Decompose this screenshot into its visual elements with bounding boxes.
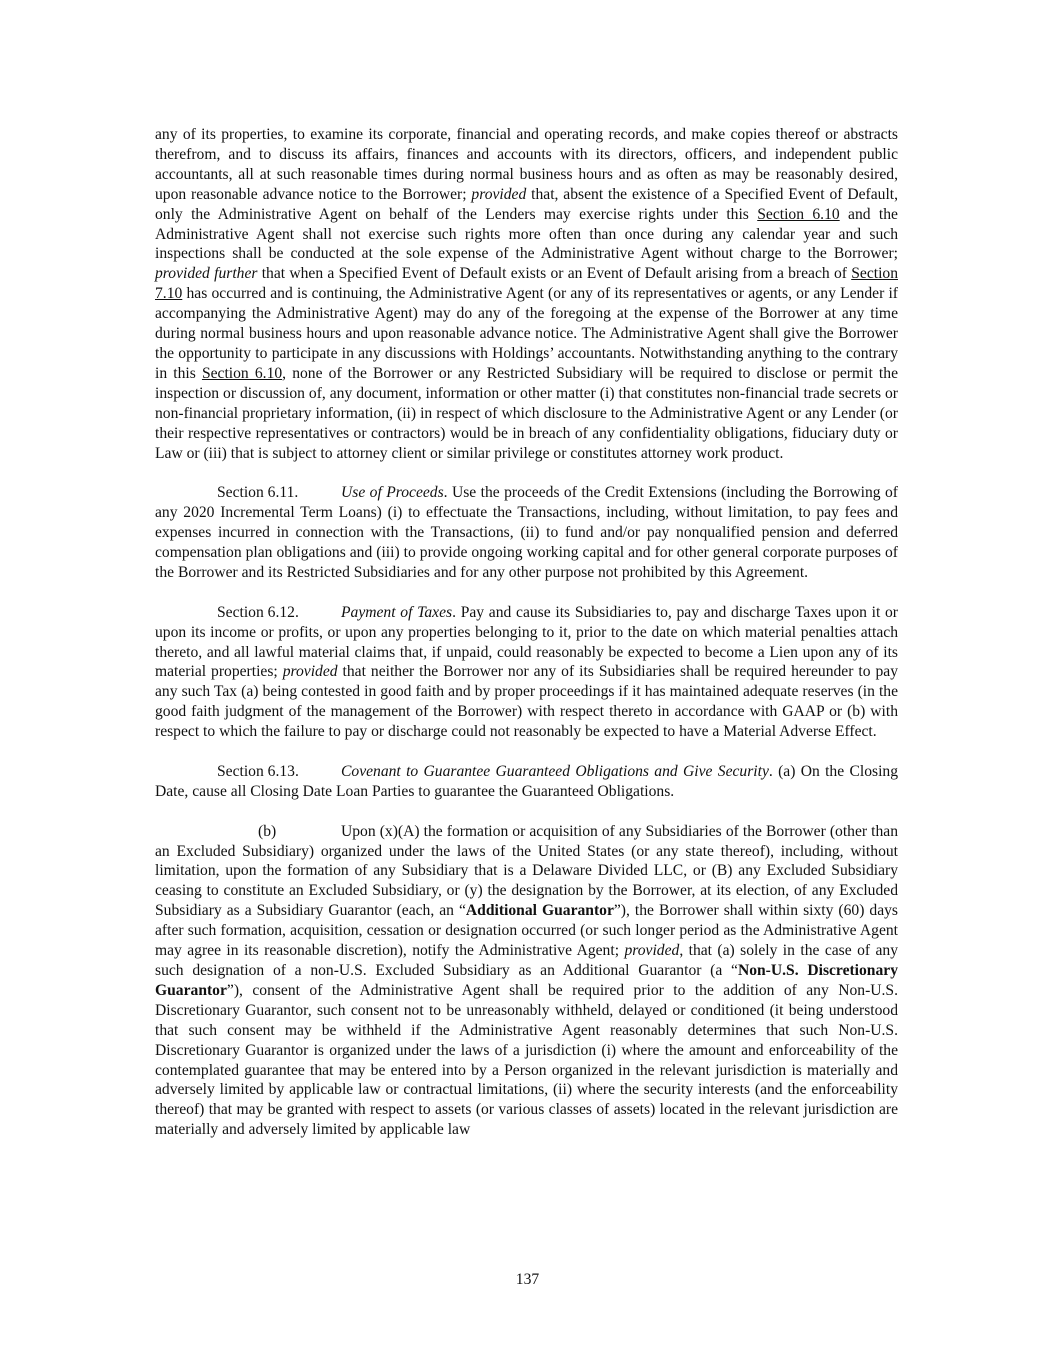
section-body: . Pay and cause its Subsidiaries to, pay and discharge Taxes upon it or upon its income or profits, or upon any properties belonging to it, prior to the date on which material penalties attach thereto, and all lawful material claims that, if unpaid, could reasonably be expected to become a Lien upon any of its material properties; [155,603,899,681]
section-body: . Use the proceeds of the Credit Extensions (including the Borrowing of any 2020 Incremental Term Loans) (i) to effectuate the Transactions, including, without limitation, to pay fees and expenses incurred in connection with the Transactions, (ii) to fund and/or pay nonqualified pension and deferred compensation plan obligations and (iii) to provide ongoing working capital and for other general corporate purposes of the Borrower and its Restricted Subsidiaries and for any other purpose not prohibited by this Agreement. [155,484,898,581]
section-number: Section 6.13. [217,762,299,780]
section-body: that neither the Borrower nor any of its Subsidiaries shall be required hereunder to pay any such Tax (a) being contested in good faith and by proper proceedings if it has maintained adequate reserves (in the good faith judgment of the management of the Borrower) with respect thereto in accordance with GAAP or (b) with respect to which the failure to pay or discharge could not reasonably be expected to have a Material Adverse Effect. [155,663,898,741]
text-run: ”), consent of the Administrative Agent shall be required prior to the addition of any Non-U.S. Discretionary Guarantor, such consent not to be unreasonably withheld, delayed or conditioned (it being understood that such consent may be withheld if the Administrative Agent reasonably determines that such Non-U.S. Discretionary Guarantor is organized under the laws of a jurisdiction (i) where the amount and enforceability of the contemplated guarantee that may be entered into by a Person organized in the relevant jurisdiction is materially and adversely limited by applicable law or contractual limitations, (ii) where the security interests (and the enforceability thereof) that may be granted with respect to assets (or various classes of assets) located in the relevant jurisdiction are materially and adversely limited by applicable law [155,981,898,1139]
text-run: , that (a) solely in the case of any such designation of a non-U.S. Excluded Subsidiary as an Additional Guarantor (a “ [155,942,898,979]
clause-label: (b) [258,822,277,840]
page-number: 137 [515,1271,540,1288]
document-page [155,125,898,1160]
section-reference: Section 6.10 [201,364,283,382]
section-number: Section 6.12. [217,603,299,621]
provided-further-term: provided further [155,265,258,283]
section-reference: Section 7.10 [155,265,898,303]
defined-term: Non-U.S. Discretionary Guarantor [155,962,898,999]
text-run: Upon (x)(A) the formation or acquisition of any Subsidiaries of the Borrower (other than an Excluded Subsidiary) organized under the laws of the United States (or any state thereof), including, without limitation, upon the formation of any Subsidiary that is a Delaware Divided LLC, or (B) any Excluded Subsidiary ceasing to constitute an Excluded Subsidiary, or (y) the designation by the Borrower, at its election, of any Excluded Subsidiary as a Subsidiary Guarantor (each, an “ [155,822,898,920]
text-run: and the Administrative Agent shall not exercise such rights more often than once during any calendar year and such inspections shall be conducted at the sole expense of the Administrative Agent without charge to the Borrower; [155,205,898,263]
provided-term: provided [471,185,527,203]
section-reference: Section 6.10 [757,205,840,223]
section-6-12 [155,603,898,742]
section-6-13 [155,762,898,802]
section-title: Covenant to Guarantee Guaranteed Obligations and Give Security [341,762,769,780]
section-title: Use of Proceeds [341,484,444,502]
text-run: that, absent the existence of a Specified Event of Default, only the Administrative Agent on behalf of the Lenders may exercise rights under this [155,185,899,223]
section-title: Payment of Taxes [341,603,453,621]
defined-term: Additional Guarantor [465,902,614,920]
text-run: that when a Specified Event of Default exists or an Event of Default arising from a breach of [257,265,852,283]
text-run: has occurred and is continuing, the Administrative Agent (or any of its representatives or agents, or any Lender if accompanying the Administrative Agent) may do any of the foregoing at the expense of the Borrower at any time during normal business hours and upon reasonable advance notice. The Administrative Agent shall give the Borrower the opportunity to participate in any discussions with Holdings’ accountants. Notwithstanding anything to the contrary in this [155,285,898,382]
section-6-11 [155,483,898,583]
section-6-13-b [155,822,898,1141]
section-6-10-continuation [155,125,898,463]
text-run: ”), the Borrower shall within sixty (60) days after such formation, acquisition, cessation or designation occurred (or such longer period as the Administrative Agent may agree in its reasonable discretion), notify the Administrative Agent; [155,902,898,960]
provided-term: provided [282,663,338,681]
section-number: Section 6.11. [217,484,299,502]
text-run: , none of the Borrower or any Restricted Subsidiary will be required to disclose or permit the inspection or discussion of, any document, information or other matter (i) that constitutes non-financial trade secrets or non-financial proprietary information, (ii) in respect of which disclosure to the Administrative Agent or any Lender (or their respective representatives or contractors) would be in breach of any confidentiality obligations, fiduciary duty or Law or (iii) that is subject to attorney client or similar privilege or constitutes attorney work product. [155,364,898,462]
provided-term: provided [624,942,680,960]
text-run: any of its properties, to examine its corporate, financial and operating records, and make copies thereof or abstracts therefrom, and to discuss its affairs, finances and accounts with its directors, officers, and independent public accountants, all at such reasonable times during normal business hours and as often as may be reasonably desired, upon reasonable advance notice to the Borrower; [155,126,898,203]
section-body: . (a) On the Closing Date, cause all Closing Date Loan Parties to guarantee the Guaranteed Obligations. [155,762,898,800]
